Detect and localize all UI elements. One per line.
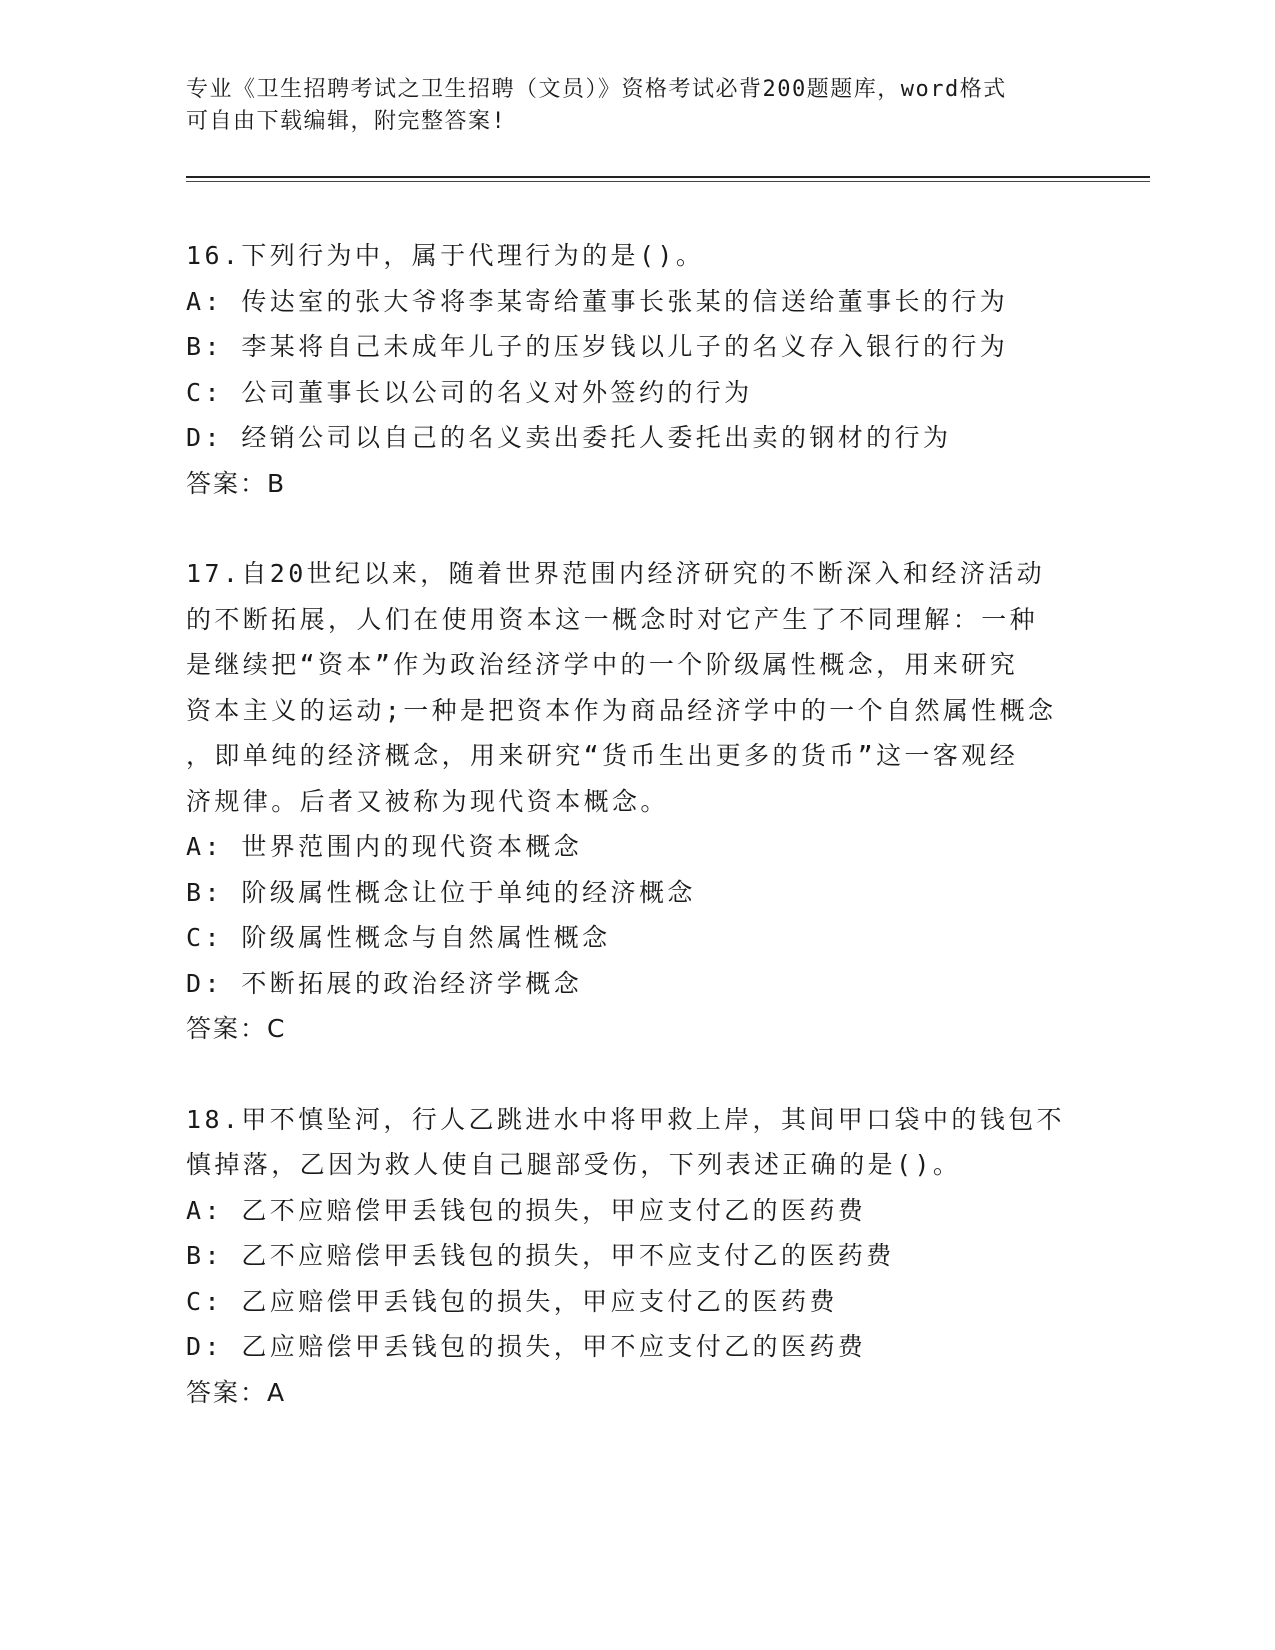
question-17 bbox=[186, 551, 1076, 1052]
option-d: D: 经销公司以自己的名义卖出委托人委托出卖的钢材的行为 bbox=[186, 423, 952, 452]
header-title-line2: 可自由下载编辑，附完整答案! bbox=[186, 109, 507, 134]
question-stem-line: ，即单纯的经济概念，用来研究“货币生出更多的货币”这一客观经 bbox=[186, 741, 1019, 770]
option-c: C: 公司董事长以公司的名义对外签约的行为 bbox=[186, 377, 753, 407]
option-d: D: 不断拓展的政治经济学概念 bbox=[186, 968, 583, 998]
header-title-line1: 专业《卫生招聘考试之卫生招聘（文员）》资格考试必背200题题库，word格式 bbox=[186, 77, 1007, 102]
question-stem-line: 资本主义的运动;一种是把资本作为商品经济学中的一个自然属性概念 bbox=[186, 695, 1057, 725]
answer-line: 答案：A bbox=[186, 1377, 287, 1407]
option-a: A: 传达室的张大爷将李某寄给董事长张某的信送给董事长的行为 bbox=[186, 286, 1009, 316]
question-list bbox=[186, 233, 1076, 1460]
option-a: A: 世界范围内的现代资本概念 bbox=[186, 832, 583, 861]
question-stem-line: 16.下列行为中，属于代理行为的是()。 bbox=[186, 241, 705, 270]
answer-line: 答案：B bbox=[186, 468, 287, 498]
option-d: D: 乙应赔偿甲丢钱包的损失，甲不应支付乙的医药费 bbox=[186, 1332, 867, 1361]
header-divider-thick bbox=[186, 176, 1150, 178]
question-stem-line: 慎掉落，乙因为救人使自己腿部受伤，下列表述正确的是()。 bbox=[186, 1150, 962, 1179]
question-stem-line: 是继续把“资本”作为政治经济学中的一个阶级属性概念，用来研究 bbox=[186, 650, 1019, 679]
question-stem-line: 18.甲不慎坠河，行人乙跳进水中将甲救上岸，其间甲口袋中的钱包不 bbox=[186, 1104, 1065, 1134]
option-b: B: 李某将自己未成年儿子的压岁钱以儿子的名义存入银行的行为 bbox=[186, 332, 1009, 361]
option-c: C: 阶级属性概念与自然属性概念 bbox=[186, 923, 611, 952]
document-header bbox=[186, 74, 1066, 138]
question-stem-line: 的不断拓展，人们在使用资本这一概念时对它产生了不同理解：一种 bbox=[186, 604, 1039, 634]
question-stem-line: 济规律。后者又被称为现代资本概念。 bbox=[186, 786, 669, 816]
option-b: B: 乙不应赔偿甲丢钱包的损失，甲不应支付乙的医药费 bbox=[186, 1241, 895, 1270]
question-16 bbox=[186, 233, 1076, 506]
header-divider-thin bbox=[186, 181, 1150, 182]
option-c: C: 乙应赔偿甲丢钱包的损失，甲应支付乙的医药费 bbox=[186, 1286, 838, 1316]
answer-line: 答案：C bbox=[186, 1014, 287, 1043]
option-a: A: 乙不应赔偿甲丢钱包的损失，甲应支付乙的医药费 bbox=[186, 1195, 867, 1225]
option-b: B: 阶级属性概念让位于单纯的经济概念 bbox=[186, 877, 696, 907]
question-stem-line: 17.自20世纪以来，随着世界范围内经济研究的不断深入和经济活动 bbox=[186, 559, 1046, 588]
question-18 bbox=[186, 1097, 1076, 1416]
